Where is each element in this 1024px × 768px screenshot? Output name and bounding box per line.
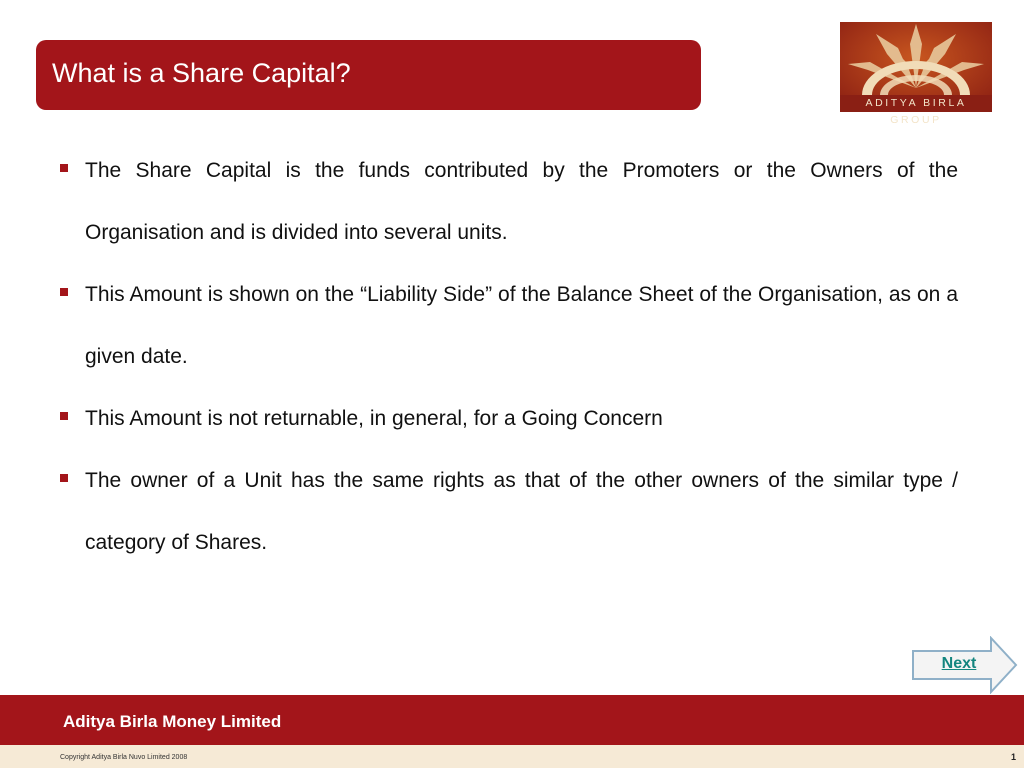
bullet-item [60, 264, 958, 388]
next-link[interactable]: Next [941, 655, 977, 672]
logo-caption: ADITYA BIRLA GROUP [865, 97, 967, 126]
next-button[interactable] [911, 636, 1019, 694]
slide-title: What is a Share Capital? [52, 58, 351, 88]
title-banner [36, 40, 701, 110]
bullet-text: The owner of a Unit has the same rights as that of the other owners of the similar type / category of Shares. [85, 469, 958, 554]
square-bullet-icon [60, 288, 68, 296]
footer-company-name: Aditya Birla Money Limited [63, 712, 282, 731]
copyright-text: Copyright Aditya Birla Nuvo Limited 2008 [60, 754, 188, 761]
bullet-item [60, 450, 958, 574]
page-number: 1 [1010, 752, 1016, 762]
bullet-text: This Amount is shown on the “Liability Side” of the Balance Sheet of the Organisation, as on a given date. [85, 283, 958, 368]
square-bullet-icon [60, 474, 68, 482]
bullet-item [60, 140, 958, 264]
bullet-text: This Amount is not returnable, in general, for a Going Concern [85, 407, 663, 430]
square-bullet-icon [60, 164, 68, 172]
bullet-list [60, 140, 958, 574]
aditya-birla-logo [840, 22, 992, 126]
bullet-item [60, 388, 958, 450]
square-bullet-icon [60, 412, 68, 420]
bullet-text: The Share Capital is the funds contributed by the Promoters or the Owners of the Organisation and is divided into several units. [85, 159, 958, 244]
